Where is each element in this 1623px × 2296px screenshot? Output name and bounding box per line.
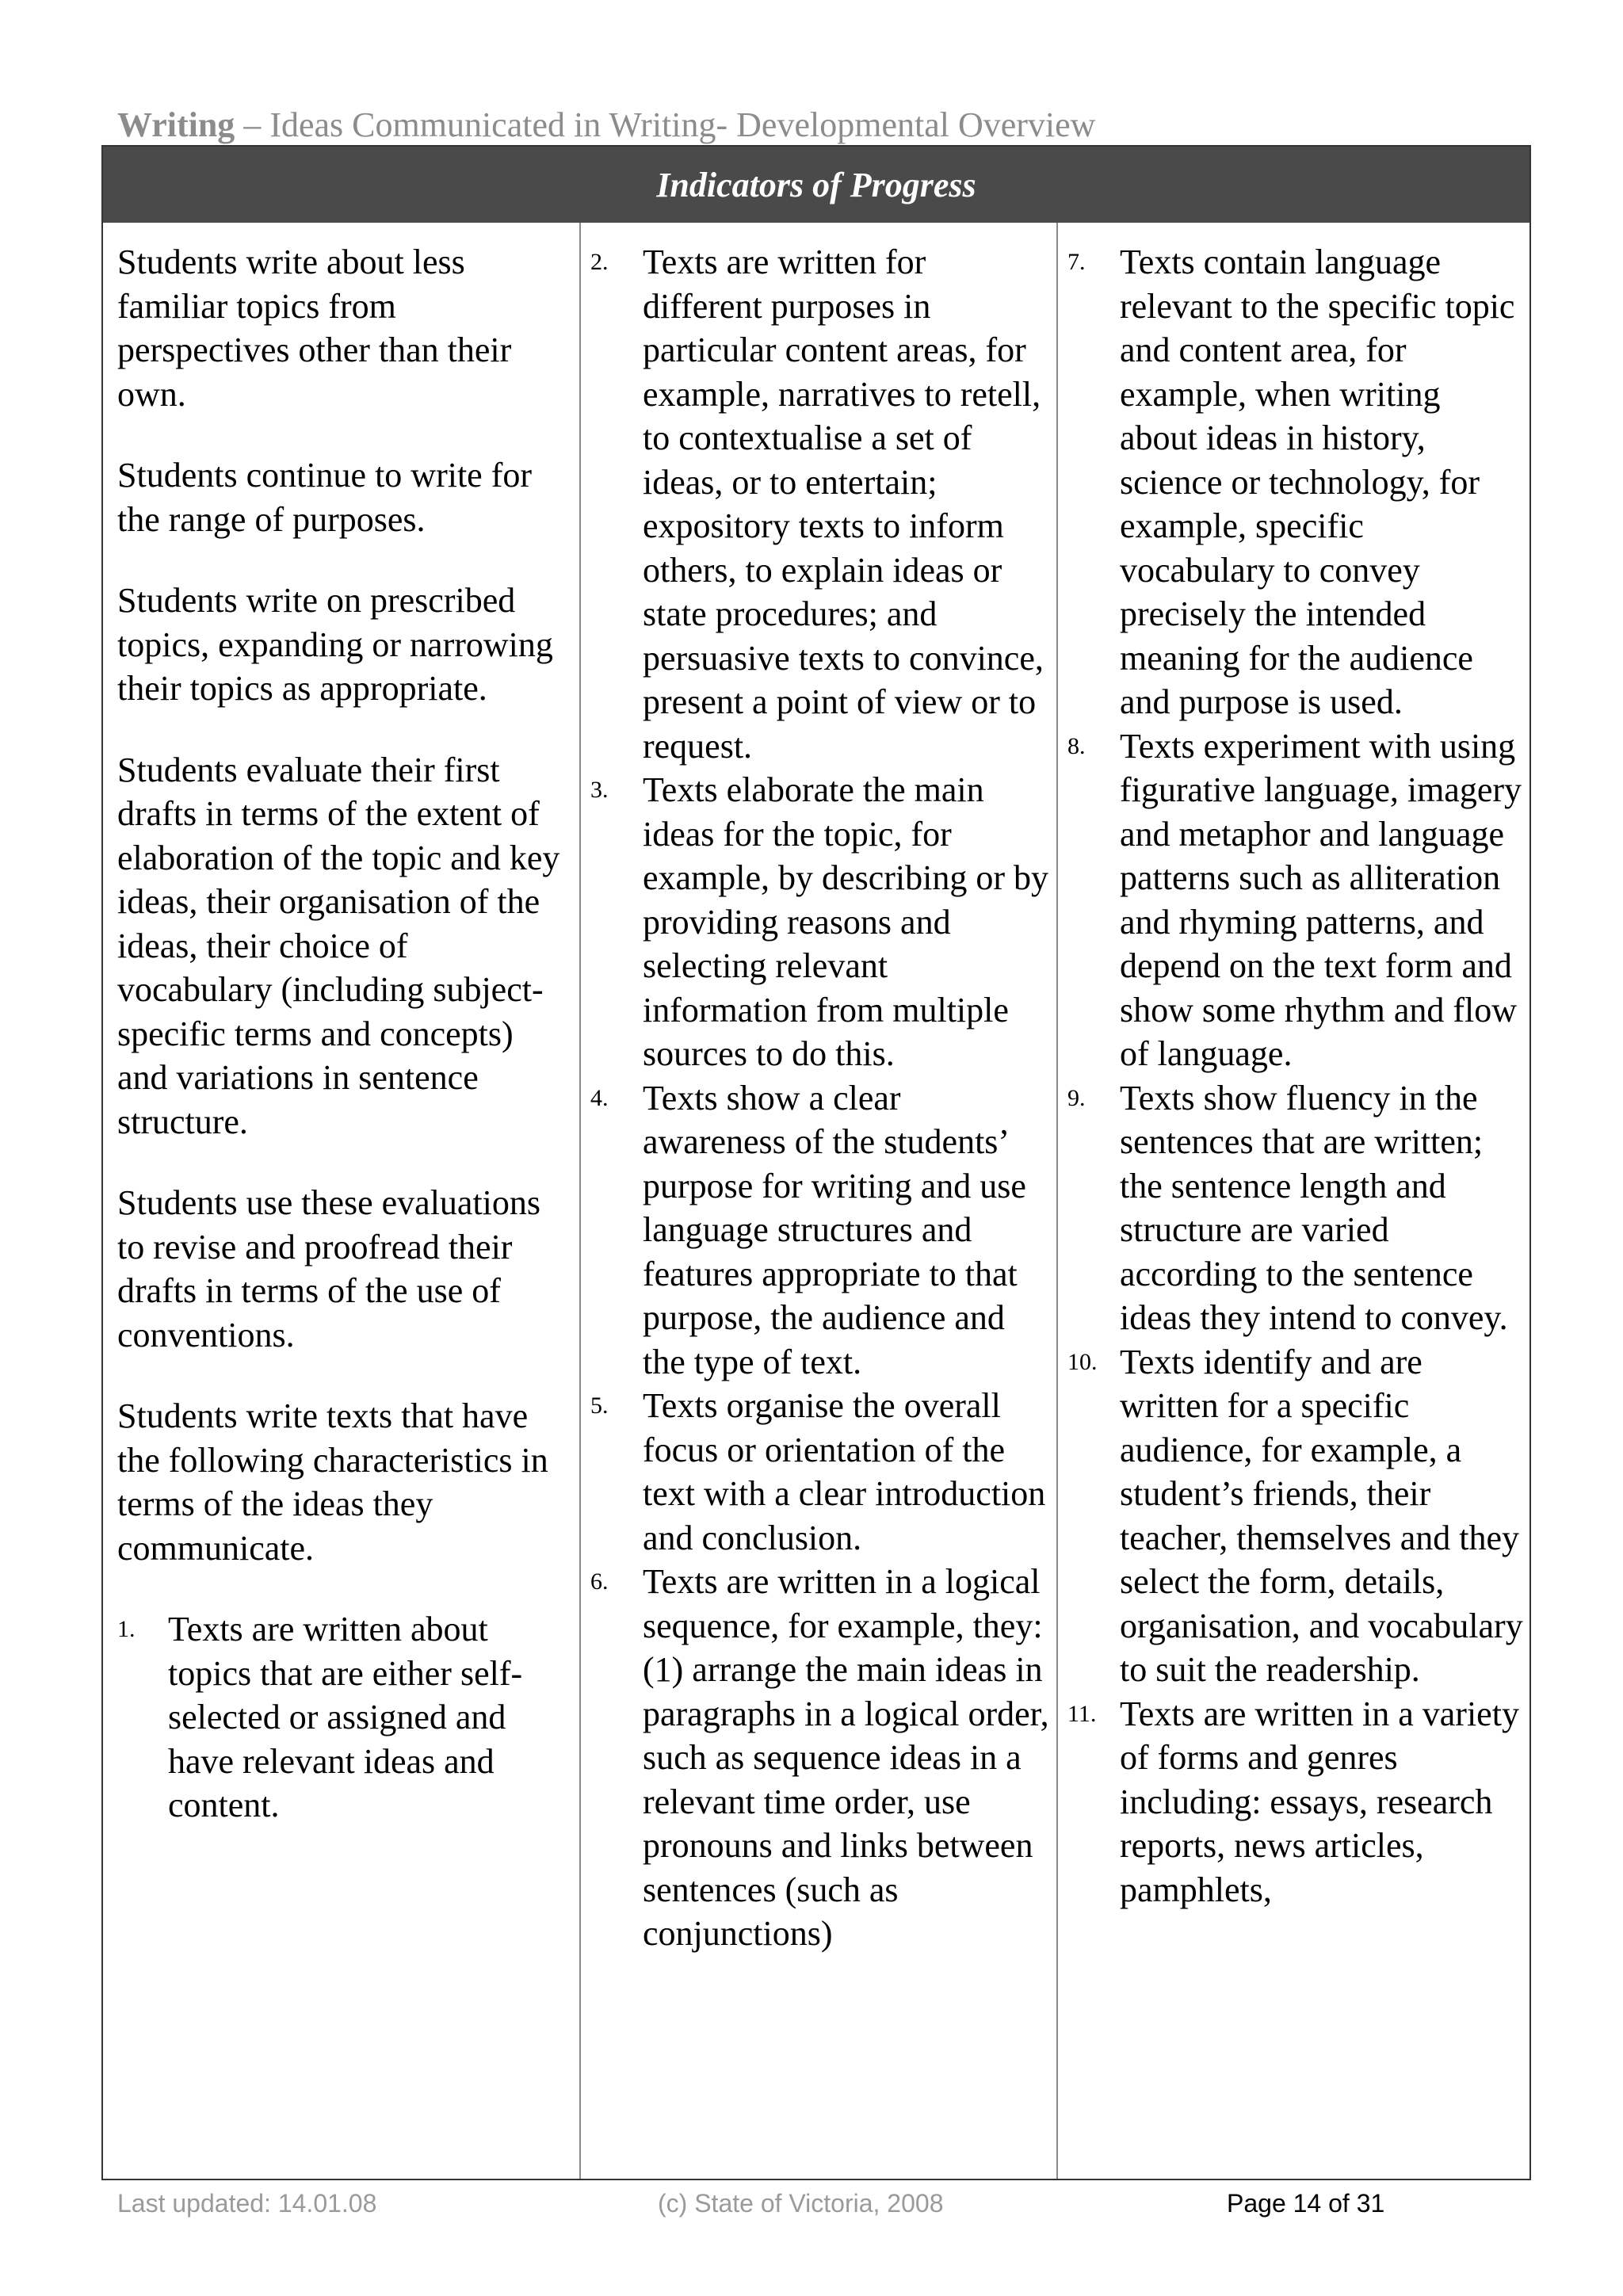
paragraph: Students write texts that have the following characteristics in terms of the ideas they communicate. <box>117 1396 548 1568</box>
indicator-list <box>590 240 1050 1956</box>
item-number: 3. <box>590 777 609 803</box>
paragraph: Students use these evaluations to revise and proofread their drafts in terms of the use of conventions. <box>117 1183 541 1354</box>
item-number: 6. <box>590 1568 609 1595</box>
item-text: Texts are written about topics that are either self-selected or assigned and have relevant ideas and content. <box>168 1610 523 1824</box>
item-number: 8. <box>1067 732 1086 759</box>
item-text: Texts are written for different purposes in particular content areas, for example, narratives to retell, to contextualise a set of ideas, or to entertain; expository texts to inform others, to explain ideas or state procedures; and persuasive texts to convince, present a point of view or to request. <box>643 243 1044 766</box>
item-text: Texts organise the overall focus or orientation of the text with a clear introduction and conclusion. <box>643 1386 1046 1557</box>
page-footer <box>0 2179 1623 2227</box>
list-item <box>590 240 1050 768</box>
list-item <box>117 1607 568 1828</box>
list-item <box>590 768 1050 1076</box>
list-item <box>1067 240 1523 724</box>
title-description: – Ideas Communicated in Writing- Developmental Overview <box>235 105 1096 144</box>
list-item <box>1067 1692 1523 1912</box>
table-columns <box>103 223 1529 2179</box>
indicator-list <box>1067 240 1523 1912</box>
list-item <box>590 1076 1050 1385</box>
item-number: 11. <box>1067 1700 1097 1727</box>
item-number: 2. <box>590 249 609 275</box>
item-number: 1. <box>117 1616 136 1642</box>
page-title <box>117 101 1095 149</box>
item-text: Texts identify and are written for a specific audience, for example, a student’s friends, their teacher, themselves and they select the form, details, organisation, and vocabulary to suit the readership. <box>1120 1342 1523 1689</box>
list-item <box>1067 1076 1523 1340</box>
paragraph: Students write on prescribed topics, expanding or narrowing their topics as appropriate. <box>117 581 553 708</box>
item-text: Texts contain language relevant to the specific topic and content area, for example, when writing about ideas in history, science or technology, for example, specific vocabulary to convey precisely the intended meaning for the audience and purpose is used. <box>1120 243 1515 721</box>
item-text: Texts show fluency in the sentences that are written; the sentence length and structure are varied according to the sentence ideas they intend to convey. <box>1120 1078 1508 1337</box>
item-text: Texts are written in a logical sequence, for example, they: (1) arrange the main ideas in paragraphs in a logical order, such as sequence ideas in a relevant time order, use pronouns and links between sentences (such as conjunctions) <box>643 1562 1049 1953</box>
page-number: Page 14 of 31 <box>1227 2189 1385 2218</box>
list-item <box>590 1384 1050 1560</box>
item-text: Texts experiment with using figurative language, imagery and metaphor and language patterns such as alliteration and rhyming patterns, and depend on the text form and show some rhythm and flow of language. <box>1120 726 1522 1073</box>
item-number: 4. <box>590 1084 609 1111</box>
copyright: (c) State of Victoria, 2008 <box>658 2189 944 2218</box>
item-text: Texts show a clear awareness of the students’ purpose for writing and use language structures and features appropriate to that purpose, the audience and the type of text. <box>643 1078 1026 1381</box>
item-text: Texts are written in a variety of forms and genres including: essays, research reports, news articles, pamphlets, <box>1120 1694 1519 1909</box>
indicators-table <box>101 145 1531 2180</box>
table-heading: Indicators of Progress <box>103 147 1529 223</box>
title-subject: Writing <box>117 105 235 144</box>
indicator-list <box>117 1607 568 1828</box>
list-item <box>1067 724 1523 1076</box>
item-number: 9. <box>1067 1084 1086 1111</box>
list-item <box>1067 1340 1523 1692</box>
paragraph: Students write about less familiar topics from perspectives other than their own. <box>117 243 512 414</box>
item-number: 10. <box>1067 1348 1098 1375</box>
column-3 <box>1058 223 1529 2179</box>
list-item <box>590 1560 1050 1956</box>
item-text: Texts elaborate the main ideas for the topic, for example, by describing or by providing reasons and selecting relevant information from multiple sources to do this. <box>643 770 1048 1073</box>
item-number: 5. <box>590 1392 609 1419</box>
last-updated: Last updated: 14.01.08 <box>117 2189 377 2218</box>
column-1 <box>103 223 581 2179</box>
paragraph: Students continue to write for the range of purposes. <box>117 456 533 539</box>
column-2 <box>581 223 1058 2179</box>
item-number: 7. <box>1067 249 1086 275</box>
paragraph: Students evaluate their first drafts in terms of the extent of elaboration of the topic and key ideas, their organisation of the ideas, their choice of vocabulary (including subject-specific terms and concepts) and variations in sentence structure. <box>117 750 560 1141</box>
